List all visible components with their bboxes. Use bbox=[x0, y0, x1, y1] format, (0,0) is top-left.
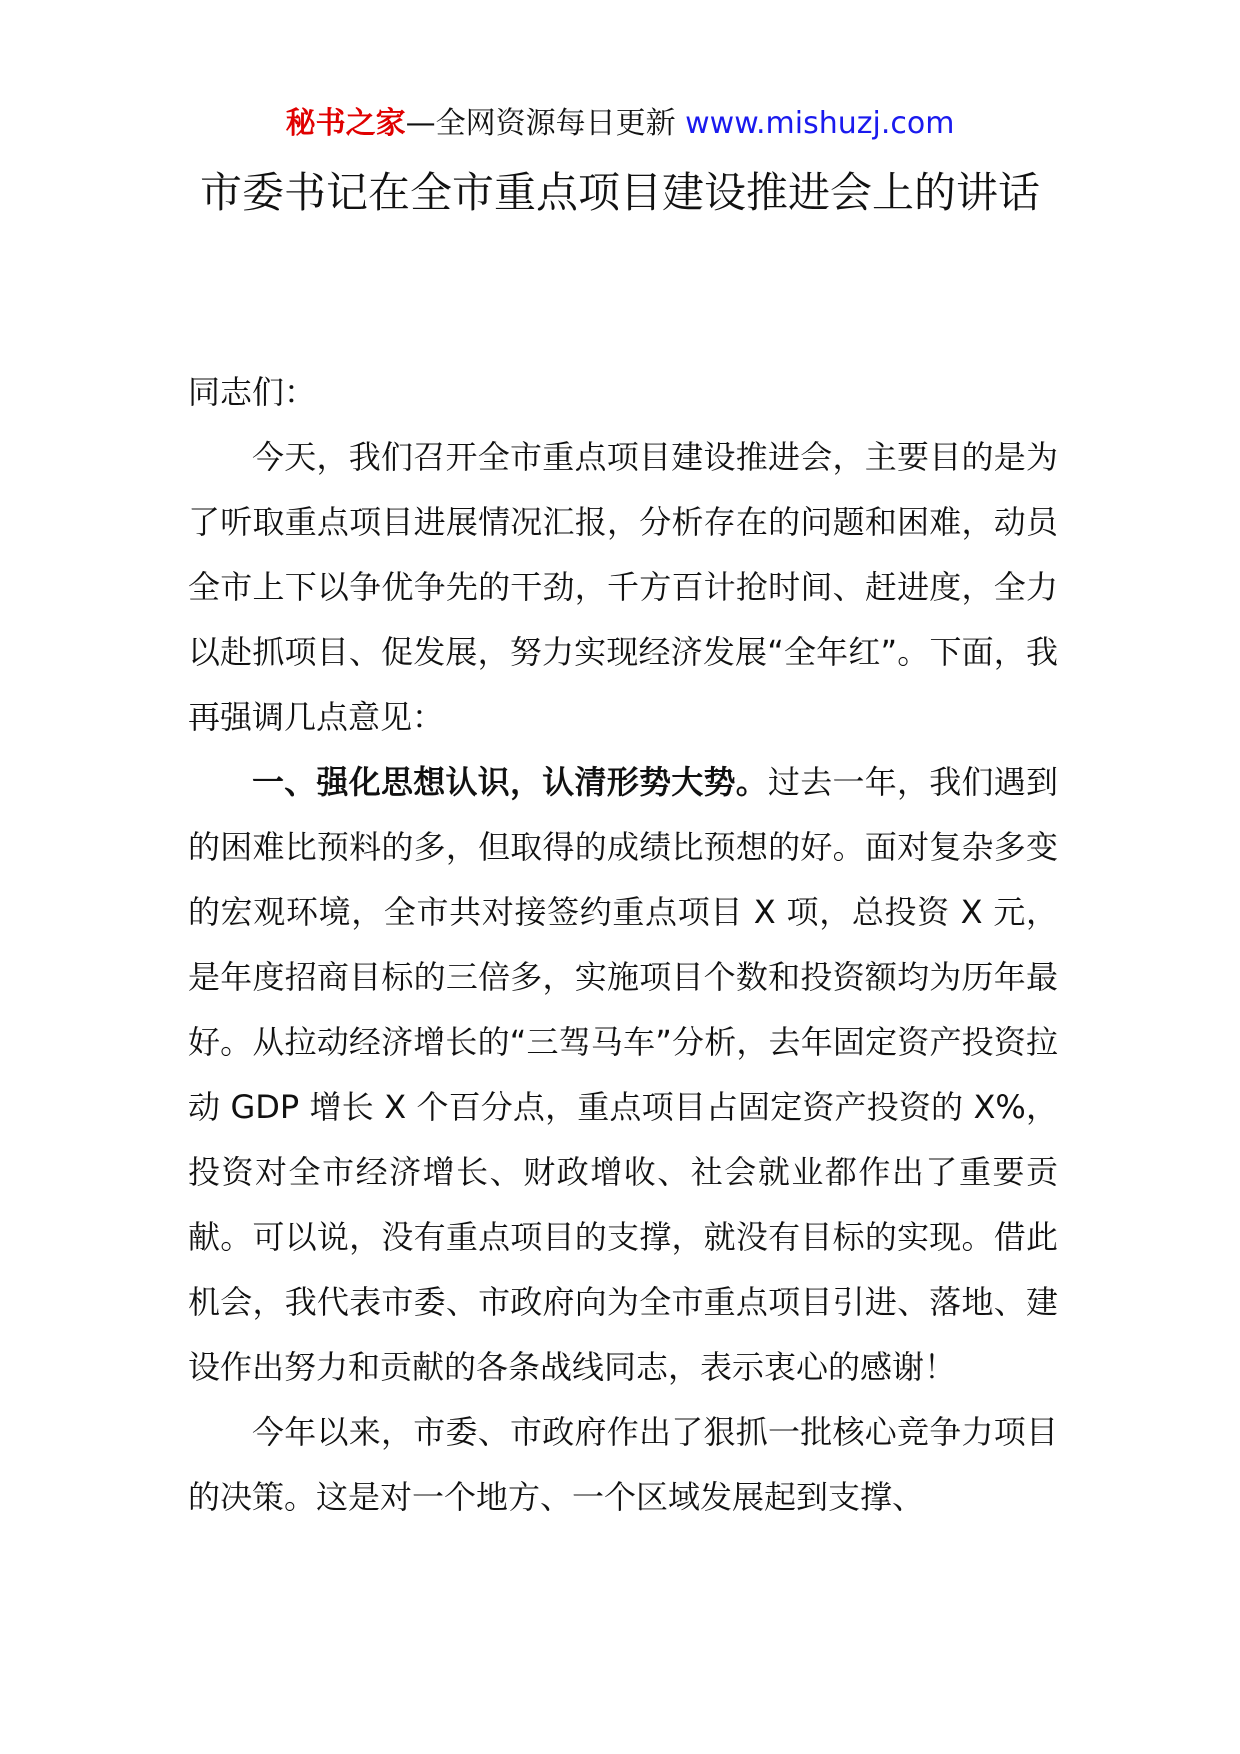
paragraph-this-year bbox=[188, 1400, 1058, 1530]
document-body bbox=[188, 360, 1058, 1530]
paragraph-section-one bbox=[188, 750, 1058, 1400]
section-heading: 一、强化思想认识，认清形势大势。 bbox=[252, 763, 768, 801]
paragraph-text: 今天，我们召开全市重点项目建设推进会，主要目的是为了听取重点项目进展情况汇报，分析存在的问题和困难，动员全市上下以争优争先的干劲，千方百计抢时间、赶进度，全力以赴抓项目、促发展，努力实现经济发展“全年红”。下面，我再强调几点意见： bbox=[188, 438, 1058, 736]
brand-name: 秘书之家 bbox=[285, 106, 406, 141]
paragraph-intro bbox=[188, 425, 1058, 750]
header-slogan: —全网资源每日更新 bbox=[405, 106, 686, 141]
watermark-header bbox=[0, 104, 1240, 144]
paragraph-text: 今年以来，市委、市政府作出了狠抓一批核心竞争力项目的决策。这是对一个地方、一个区域发展起到支撑、 bbox=[188, 1413, 1058, 1516]
salutation: 同志们： bbox=[188, 373, 317, 411]
document-title: 市委书记在全市重点项目建设推进会上的讲话 bbox=[199, 168, 1040, 217]
paragraph-text: 过去一年，我们遇到的困难比预料的多，但取得的成绩比预想的好。面对复杂多变的宏观环境，全市共对接签约重点项目 X 项，总投资 X 元，是年度招商目标的三倍多，实施项目个数和投资额均为历年最好。从拉动经济增长的“三驾马车”分析，去年固定资产投资拉动 GDP 增长 X 个百分点，重点项目占固定资产投资的 X%，投资对全市经济增长、财政增收、社会就业都作出了重要贡献。可以说，没有重点项目的支撑，就没有目标的实现。借此机会，我代表市委、市政府向为全市重点项目引进、落地、建设作出努力和贡献的各条战线同志，表示衷心的感谢！ bbox=[188, 763, 1058, 1386]
website-link[interactable]: www.mishuzj.com bbox=[685, 106, 955, 141]
